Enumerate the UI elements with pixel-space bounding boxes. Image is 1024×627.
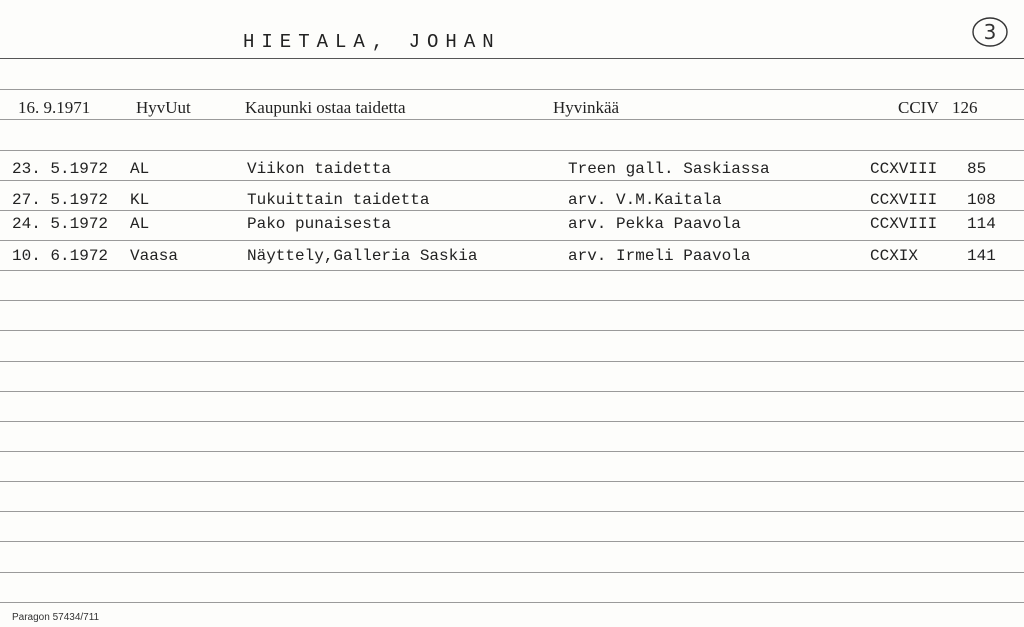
- entry-place: arv. Irmeli Paavola: [568, 247, 751, 265]
- card-number-circle: [970, 14, 1010, 50]
- entry-paper: Vaasa: [130, 247, 179, 265]
- rule-line: [0, 180, 1024, 181]
- entry-volume: CCXVIII: [870, 160, 938, 178]
- rule-line: [0, 270, 1024, 271]
- entry-date: 16. 9.1971: [18, 98, 91, 117]
- entry-place: Treen gall. Saskiassa: [568, 160, 770, 178]
- rule-line: [0, 511, 1024, 512]
- entry-headline: Näyttely,Galleria Saskia: [247, 247, 478, 265]
- rule-line: [0, 240, 1024, 241]
- entry-place: Hyvinkää: [553, 98, 620, 117]
- rule-line: [0, 119, 1024, 120]
- rule-line: [0, 451, 1024, 452]
- entry-headline: Viikon taidetta: [247, 160, 392, 178]
- entry-paper: KL: [130, 191, 150, 209]
- entry-headline: Kaupunki ostaa taidetta: [245, 98, 406, 117]
- entry-page: 108: [967, 191, 996, 209]
- entry-page: 85: [967, 160, 987, 178]
- rule-line: [0, 391, 1024, 392]
- entry-page: 114: [967, 215, 996, 233]
- rule-line: [0, 210, 1024, 211]
- entry-date: 23. 5.1972: [12, 160, 109, 178]
- rule-line: [0, 361, 1024, 362]
- rule-line: [0, 58, 1024, 59]
- rule-line: [0, 300, 1024, 301]
- entry-paper: AL: [130, 160, 150, 178]
- entry-page: 141: [967, 247, 996, 265]
- rule-line: [0, 572, 1024, 573]
- card-number: 3: [983, 20, 997, 44]
- rule-line: [0, 421, 1024, 422]
- rule-line: [0, 602, 1024, 603]
- rule-line: [0, 330, 1024, 331]
- entry-volume: CCXIX: [870, 247, 919, 265]
- entry-place: arv. Pekka Paavola: [568, 215, 741, 233]
- rule-line: [0, 541, 1024, 542]
- rule-line: [0, 481, 1024, 482]
- entry-date: 27. 5.1972: [12, 191, 109, 209]
- entry-volume: CCXVIII: [870, 191, 938, 209]
- entry-volume: CCXVIII: [870, 215, 938, 233]
- rule-line: [0, 89, 1024, 90]
- entry-place: arv. V.M.Kaitala: [568, 191, 722, 209]
- entry-page: 126: [952, 98, 978, 117]
- entry-paper: HyvUut: [136, 98, 191, 117]
- entry-date: 24. 5.1972: [12, 215, 109, 233]
- entry-date: 10. 6.1972: [12, 247, 109, 265]
- entry-paper: AL: [130, 215, 150, 233]
- print-code: Paragon 57434/711: [12, 612, 100, 623]
- card-title: HIETALA, JOHAN: [243, 31, 501, 53]
- entry-headline: Pako punaisesta: [247, 215, 392, 233]
- entry-headline: Tukuittain taidetta: [247, 191, 430, 209]
- rule-line: [0, 150, 1024, 151]
- entry-volume: CCIV: [898, 98, 939, 117]
